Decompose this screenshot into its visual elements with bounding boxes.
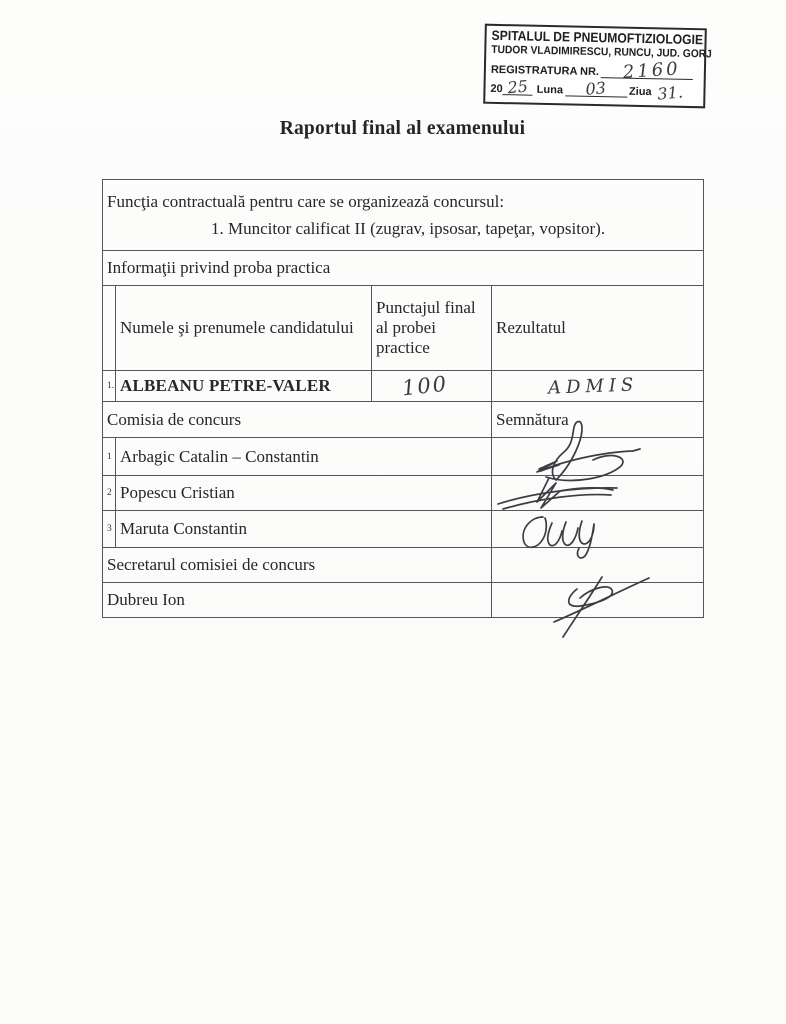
stamp-date-row xyxy=(490,76,699,104)
secretary-signature-cell xyxy=(492,583,704,618)
member-name-cell xyxy=(116,511,492,548)
stamp-month-line xyxy=(565,78,627,99)
member-index: 1 xyxy=(107,451,112,462)
member-index: 2 xyxy=(107,488,112,498)
stamp-hospital-name: SPITALUL DE PNEUMOFTIZIOLOGIE xyxy=(491,27,704,48)
function-cell xyxy=(103,180,704,251)
header-index-cell xyxy=(103,286,116,371)
stamp-year-prefix: 20 xyxy=(490,82,503,96)
commission-label-cell xyxy=(103,402,492,438)
candidate-score-cell xyxy=(372,371,492,402)
member-signature-cell xyxy=(492,511,704,548)
secretary-signature-header-cell xyxy=(492,548,704,583)
stamp-month-handwritten: 03 xyxy=(585,78,607,99)
function-label: Funcţia contractuală pentru care se organizează concursul: xyxy=(107,191,505,211)
stamp-day-handwritten: 31. xyxy=(656,82,684,104)
member-index-cell xyxy=(103,476,116,511)
practical-section-label: Informaţii privind proba practica xyxy=(107,258,331,277)
stamp-registry-label: REGISTRATURA NR. xyxy=(490,63,600,79)
stamp-month-label: Luna xyxy=(536,83,564,97)
candidate-result-handwritten: ADMIS xyxy=(547,373,639,399)
stamp-year-line xyxy=(503,76,533,98)
header-result-cell xyxy=(492,286,704,371)
candidate-name: ALBEANU PETRE-VALER xyxy=(120,376,331,395)
stamp-hospital-address: TUDOR VLADIMIRESCU, RUNCU, JUD. GORJ xyxy=(491,43,712,61)
member-name-cell xyxy=(116,476,492,511)
stamp-registry-number-handwritten: 2160 xyxy=(622,58,682,84)
document-title: Raportul final al examenului xyxy=(279,118,526,139)
practical-section-cell xyxy=(103,251,704,286)
candidate-score-handwritten: 100 xyxy=(400,371,450,401)
header-score-label: Punctajul final al probei practice xyxy=(376,298,476,357)
function-value: 1. Muncitor calificat II (zugrav, ipsosar, tapeţar, vopsitor). xyxy=(211,218,606,238)
exam-report-table xyxy=(102,179,704,618)
secretary-label-cell xyxy=(103,548,492,583)
candidate-index: 1. xyxy=(107,381,115,391)
header-name-cell xyxy=(116,286,372,371)
stamp-day-label: Ziua xyxy=(628,85,652,99)
member-signature-cell xyxy=(492,438,704,476)
registry-stamp xyxy=(483,24,712,109)
member-name-cell xyxy=(116,438,492,476)
secretary-name-cell xyxy=(103,583,492,618)
member-name: Popescu Cristian xyxy=(120,483,235,502)
stamp-year-handwritten: 25 xyxy=(506,76,529,98)
secretary-label: Secretarul comisiei de concurs xyxy=(107,555,316,574)
secretary-name: Dubreu Ion xyxy=(107,590,185,609)
signature-header-label: Semnătura xyxy=(496,409,569,429)
member-name: Arbagic Catalin – Constantin xyxy=(120,446,319,466)
candidate-name-cell xyxy=(116,371,372,402)
signature-header-cell xyxy=(492,402,704,438)
candidate-result-cell xyxy=(492,371,704,402)
member-index-cell xyxy=(103,511,116,548)
commission-label: Comisia de concurs xyxy=(107,409,242,429)
member-index: 3 xyxy=(107,524,112,534)
member-signature-cell xyxy=(492,476,704,511)
header-score-cell xyxy=(372,286,492,371)
candidate-index-cell xyxy=(103,371,116,402)
member-index-cell xyxy=(103,438,116,476)
header-name-label: Numele şi prenumele candidatului xyxy=(120,318,354,337)
stamp-registry-line xyxy=(601,58,693,84)
header-result-label: Rezultatul xyxy=(496,318,566,337)
member-name: Maruta Constantin xyxy=(120,519,248,538)
